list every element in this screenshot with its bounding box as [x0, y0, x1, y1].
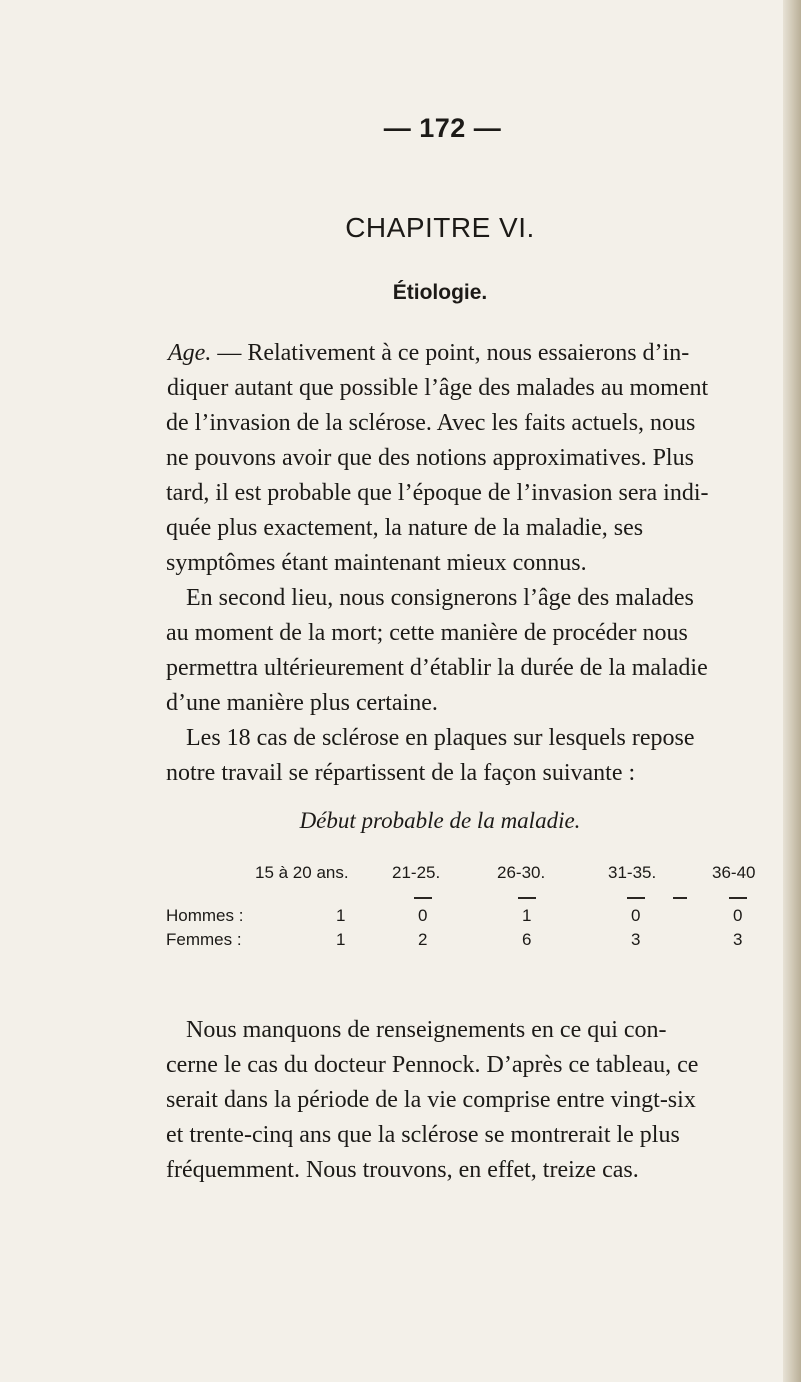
- text-line: de l’invasion de la sclérose. Avec les faits actuels, nous: [166, 410, 696, 436]
- row-label: Hommes :: [166, 906, 244, 925]
- header-rule: [627, 897, 645, 899]
- table-cell: 0: [418, 906, 428, 925]
- table-cell: 3: [733, 930, 743, 949]
- text-line: cerne le cas du docteur Pennock. D’après ce tableau, ce: [166, 1052, 699, 1078]
- column-header: 26-30.: [497, 863, 546, 882]
- column-header: 21-25.: [392, 863, 441, 882]
- text-line: ne pouvons avoir que des notions approximatives. Plus: [166, 445, 694, 471]
- page-edge-shadow: [783, 0, 801, 1382]
- table-cell: 3: [631, 930, 641, 949]
- text-line: [168, 340, 689, 367]
- table-cell: 1: [336, 906, 346, 925]
- table-caption: Début probable de la maladie.: [299, 808, 581, 833]
- table-cell: 1: [522, 906, 532, 925]
- table-cell: 2: [418, 930, 428, 949]
- text-line: notre travail se répartissent de la façon suivante :: [166, 760, 636, 786]
- text-line: fréquemment. Nous trouvons, en effet, treize cas.: [166, 1157, 639, 1183]
- table-cell: 1: [336, 930, 346, 949]
- header-rule: [673, 897, 687, 899]
- text-span: — Relativement à ce point, nous essaierons d’in-: [211, 340, 690, 366]
- page-number: — 172 —: [383, 113, 502, 143]
- table-cell: 0: [631, 906, 641, 925]
- column-header: 15 à 20 ans.: [255, 863, 349, 882]
- text-line: tard, il est probable que l’époque de l’invasion sera indi-: [166, 480, 709, 506]
- text-line: quée plus exactement, la nature de la maladie, ses: [166, 515, 644, 541]
- text-line: et trente-cinq ans que la sclérose se montrerait le plus: [166, 1122, 680, 1148]
- section-title: Étiologie.: [392, 281, 488, 304]
- column-header: 31-35.: [608, 863, 657, 882]
- table-cell: 6: [522, 930, 532, 949]
- onset-age-table: [0, 863, 801, 993]
- chapter-title: CHAPITRE VI.: [345, 212, 535, 243]
- text-line: serait dans la période de la vie comprise entre vingt-six: [166, 1087, 696, 1113]
- text-line: symptômes étant maintenant mieux connus.: [166, 550, 587, 576]
- column-header: 36-40: [712, 863, 756, 882]
- header-rule: [414, 897, 432, 899]
- text-line: permettra ultérieurement d’établir la durée de la maladie: [166, 655, 708, 681]
- text-line: En second lieu, nous consignerons l’âge des malades: [186, 585, 694, 611]
- text-line: Nous manquons de renseignements en ce qui con-: [186, 1017, 667, 1043]
- header-rule: [729, 897, 747, 899]
- text-line: Les 18 cas de sclérose en plaques sur lesquels repose: [186, 725, 695, 751]
- row-label: Femmes :: [166, 930, 242, 949]
- paragraph-label: Age.: [168, 340, 212, 366]
- header-rule: [518, 897, 536, 899]
- text-line: au moment de la mort; cette manière de procéder nous: [166, 620, 688, 646]
- table-cell: 0: [733, 906, 743, 925]
- text-line: d’une manière plus certaine.: [166, 690, 438, 716]
- text-line: diquer autant que possible l’âge des malades au moment: [167, 375, 709, 401]
